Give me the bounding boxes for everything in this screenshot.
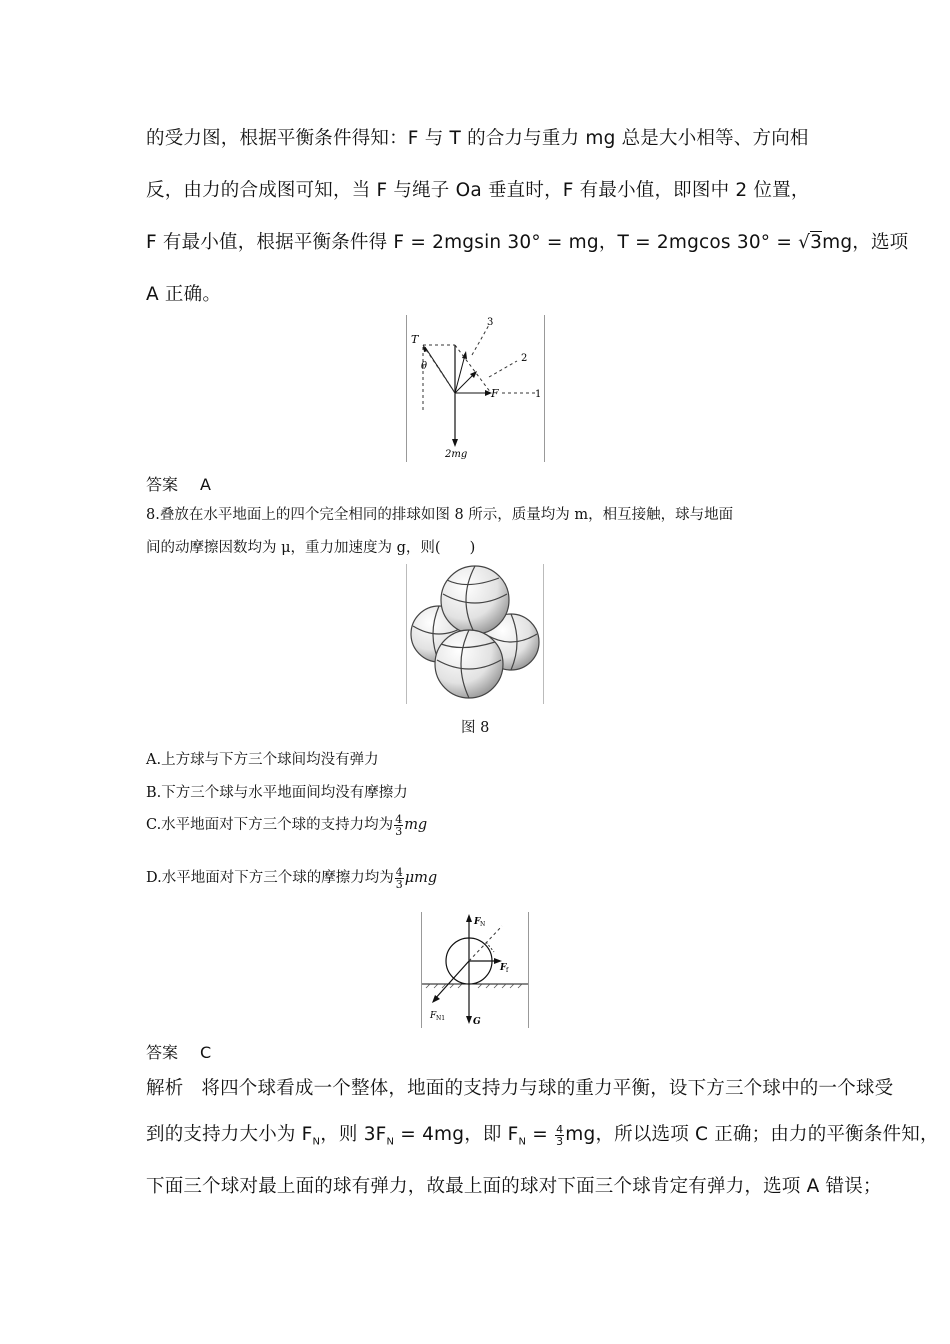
label-FN1: F <box>430 1011 437 1021</box>
analysis-label: 解析 <box>146 1078 184 1099</box>
option-d-tail: μmg <box>404 870 438 886</box>
solution-line-1: 的受力图，根据平衡条件得知：F 与 T 的合力与重力 mg 总是大小相等、方向相 <box>146 128 809 149</box>
analysis-line-1 <box>146 1074 893 1100</box>
answer-1-value: A <box>200 475 211 494</box>
option-d-numerator: 4 <box>395 865 403 879</box>
solution-line-3-text: F 有最小值，根据平衡条件得 F = 2mgsin 30° = mg，T = 2mgcos 30° = <box>146 232 799 253</box>
label-G: G <box>473 1017 481 1027</box>
figure-8-caption: 图 8 <box>461 720 490 736</box>
option-d-fraction <box>395 867 404 890</box>
option-c-denominator: 3 <box>395 824 403 838</box>
label-FN1-sub: N1 <box>436 1015 446 1022</box>
label-position-2: 2 <box>521 353 528 364</box>
analysis-line-2-b: ，则 3F <box>320 1124 387 1145</box>
analysis-line-3: 下面三个球对最上面的球有弹力，故最上面的球对下面三个球肯定有弹力，选项 A 错误； <box>146 1176 882 1197</box>
option-c-fraction <box>394 814 403 837</box>
answer-2 <box>146 1040 211 1063</box>
answer-2-label: 答案 <box>146 1043 179 1062</box>
volleyball-figure <box>406 564 544 704</box>
option-b: B.下方三个球与水平地面间均没有摩擦力 <box>146 785 408 801</box>
label-F: F <box>491 387 499 400</box>
analysis-sub-2: N <box>386 1136 395 1148</box>
option-c-text: C.水平地面对下方三个球的支持力均为 <box>146 817 394 833</box>
label-FN: F <box>474 917 481 927</box>
option-c-tail: mg <box>404 817 428 833</box>
label-FN-sub: N <box>480 921 486 928</box>
question-8-line-1: 8.叠放在水平地面上的四个完全相同的排球如图 8 所示，质量均为 m，相互接触，球与地面 <box>146 507 734 523</box>
analysis-sub-3: N <box>518 1136 527 1148</box>
solution-line-3-tail: mg，选项 <box>822 232 909 253</box>
analysis-numerator: 4 <box>556 1122 564 1136</box>
ball-force-figure <box>421 912 529 1028</box>
ball-force-svg <box>422 912 528 1028</box>
analysis-line-2-a: 到的支持力大小为 F <box>146 1124 313 1145</box>
analysis-fraction <box>555 1124 564 1147</box>
answer-1 <box>146 472 211 495</box>
analysis-line-2-d: = <box>526 1124 555 1145</box>
option-c-numerator: 4 <box>395 812 403 826</box>
force-diagram-svg <box>407 315 544 462</box>
answer-1-label: 答案 <box>146 475 179 494</box>
analysis-sub-1: N <box>312 1136 321 1148</box>
force-diagram-figure <box>406 315 545 462</box>
option-c <box>146 813 427 837</box>
label-2mg: 2mg <box>445 449 468 460</box>
analysis-line-2-c: = 4mg，即 F <box>394 1124 519 1145</box>
solution-line-4: A 正确。 <box>146 284 222 305</box>
option-a: A.上方球与下方三个球间均没有弹力 <box>146 752 379 768</box>
sqrt-symbol: √ <box>798 232 811 253</box>
label-T: T <box>411 333 419 346</box>
sqrt-radicand: 3 <box>810 232 823 253</box>
question-8-line-2: 间的动摩擦因数均为 μ，重力加速度为 g，则( ) <box>146 540 476 556</box>
analysis-denominator: 3 <box>556 1134 564 1148</box>
answer-2-value: C <box>200 1043 212 1062</box>
option-d-text: D.水平地面对下方三个球的摩擦力均为 <box>146 870 394 886</box>
analysis-line-2 <box>146 1120 939 1148</box>
label-position-1: 1 <box>535 389 542 400</box>
analysis-line-2-e: mg，所以选项 C 正确；由力的平衡条件知， <box>565 1124 939 1145</box>
label-position-3: 3 <box>487 317 494 328</box>
analysis-line-1-text: 将四个球看成一个整体，地面的支持力与球的重力平衡，设下方三个球中的一个球受 <box>201 1078 894 1099</box>
option-d <box>146 866 437 890</box>
solution-line-3 <box>146 228 908 254</box>
label-Ff-sub: f <box>506 967 509 974</box>
label-theta: θ <box>421 361 428 372</box>
label-Ff: F <box>500 963 507 973</box>
solution-line-2: 反，由力的合成图可知，当 F 与绳子 Oa 垂直时，F 有最小值，即图中 2 位置， <box>146 180 810 201</box>
option-d-denominator: 3 <box>395 877 403 891</box>
volleyball-svg <box>407 564 543 704</box>
